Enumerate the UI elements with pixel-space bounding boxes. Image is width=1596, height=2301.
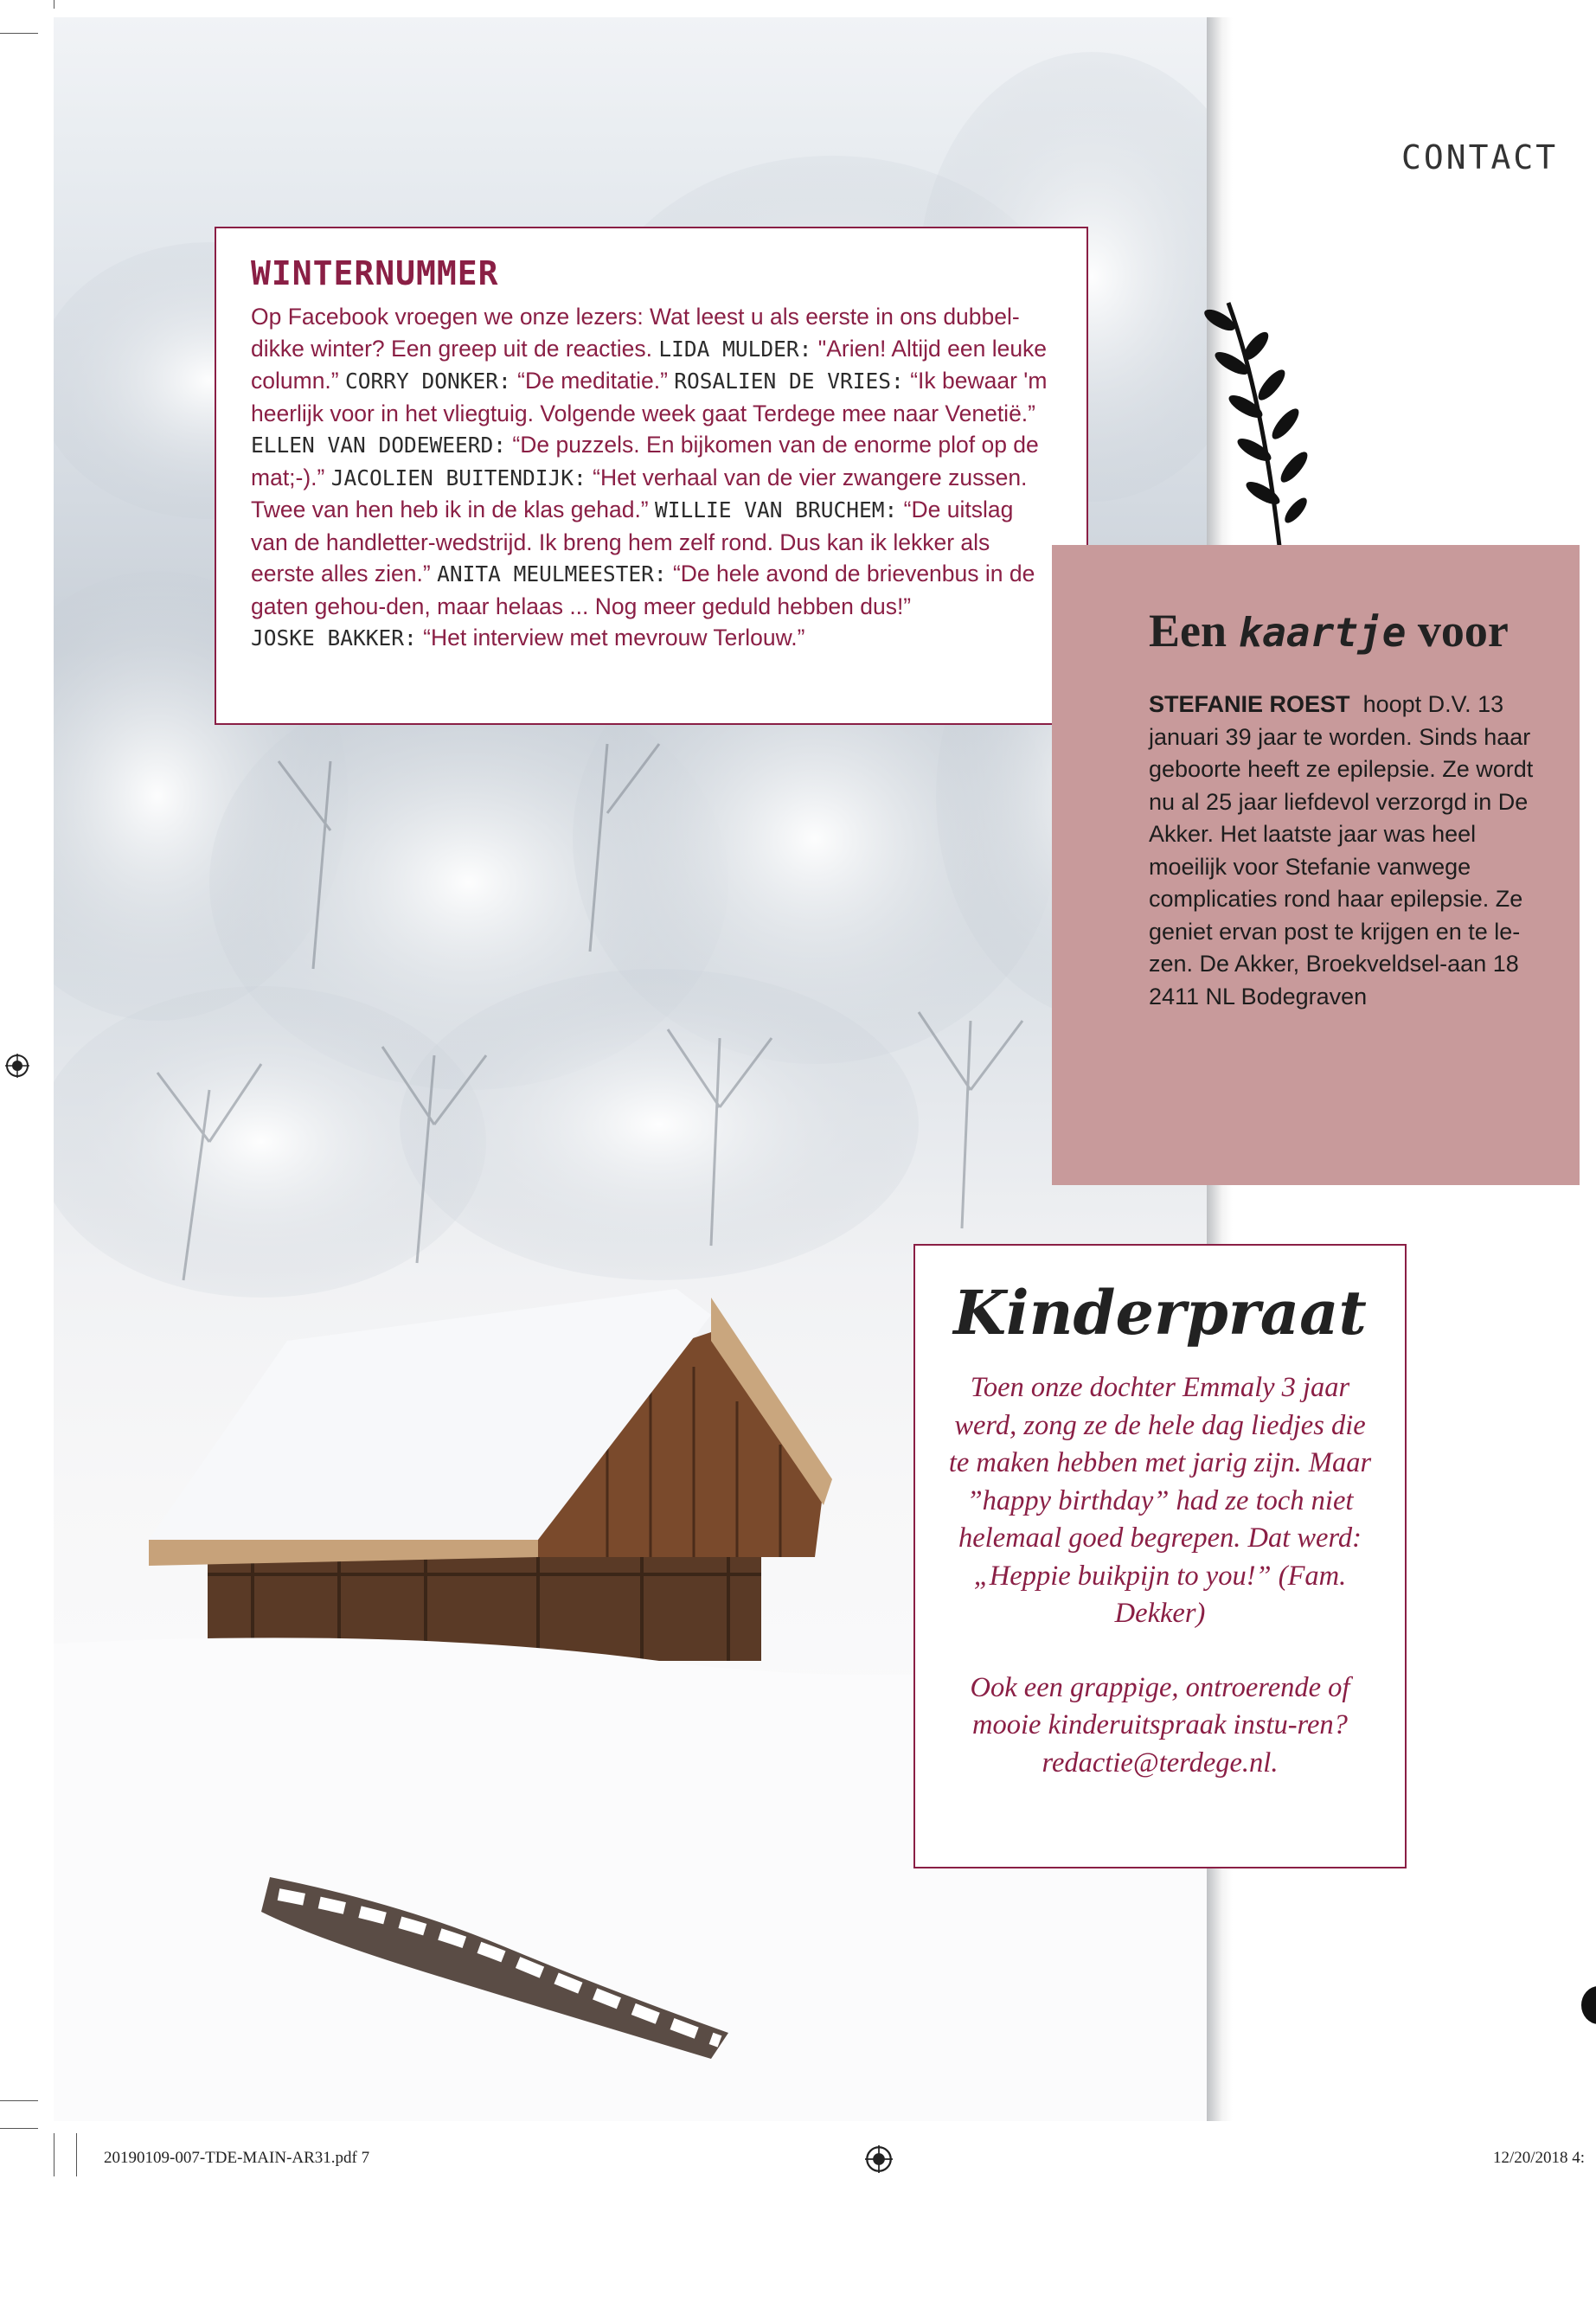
- kaartje-body: [1149, 689, 1545, 1013]
- kaartje-name: STEFANIE ROEST: [1149, 691, 1350, 717]
- reaction-name: ROSALIEN DE VRIES:: [674, 369, 904, 394]
- slug-filename: 20190109-007-TDE-MAIN-AR31.pdf 7: [104, 2149, 370, 2167]
- kinderpraat-cta: Ook een grappige, ontroerende of mooie kinderuitspraak instu-ren? redactie@terdege.nl.: [970, 1671, 1350, 1779]
- reaction-quote: “De uitslag van de handletter-wedstrijd. Ik breng hem zelf rond. Dus kan ik lekker als eerste alles zien.”: [251, 497, 1014, 586]
- reaction-quote: “Ik bewaar 'm heerlijk voor in het vliegtuig. Volgende week gaat Terdege mee naar Venetië.”: [251, 368, 1048, 426]
- crop-mark: [0, 2100, 38, 2101]
- reaction-name: JOSKE BAKKER:: [251, 625, 417, 651]
- reaction-quote: "Arien! Altijd een leuke column.”: [251, 335, 1048, 394]
- crop-mark: [0, 2128, 38, 2129]
- registration-mark-icon: [865, 2145, 893, 2173]
- reaction-quote: “Het interview met mevrouw Terlouw.”: [423, 625, 805, 651]
- winternummer-title: WINTERNUMMER: [251, 254, 499, 292]
- kaartje-title-pre: Een: [1149, 605, 1227, 657]
- reaction-name: JACOLIEN BUITENDIJK:: [330, 465, 586, 490]
- winternummer-body: [251, 301, 1055, 655]
- kinderpraat-title: Kinderpraat: [953, 1277, 1367, 1349]
- page-edge-dot: [1581, 1986, 1596, 2024]
- reaction-name: ANITA MEULMEESTER:: [437, 561, 667, 586]
- winternummer-box: [215, 227, 1088, 725]
- crop-mark: [0, 33, 38, 34]
- kaartje-title: [1149, 604, 1545, 657]
- reaction-quote: “De puzzels. En bijkomen van de enorme plof op de mat;-).”: [251, 432, 1039, 490]
- cabin-illustration: [149, 1289, 832, 1661]
- kaartje-title-post: voor: [1417, 605, 1509, 657]
- reaction-quote: “Het verhaal van de vier zwangere zussen. Twee van hen heb ik in de klas gehad.”: [251, 464, 1028, 522]
- slug-date: 12/20/2018 4:: [1493, 2149, 1586, 2167]
- registration-mark-icon: [5, 1054, 29, 1078]
- reaction-name: LIDA MULDER:: [658, 336, 812, 362]
- reaction-quote: “De meditatie.”: [517, 368, 668, 394]
- crop-mark: [76, 2133, 77, 2176]
- kaartje-title-script: kaartje: [1238, 609, 1407, 656]
- reaction-name: WILLIE VAN BRUCHEM:: [655, 497, 898, 522]
- reaction-name: CORRY DONKER:: [345, 369, 511, 394]
- kinderpraat-story: Toen onze dochter Emmaly 3 jaar werd, zong ze de hele dag liedjes die te maken hebben met jarig zijn. Maar ”happy birthday” had ze toch niet helemaal goed begrepen. Dat werd: „Heppie buikpijn to you!” (Fam. Dekker): [948, 1372, 1372, 1629]
- reaction-name: ELLEN VAN DODEWEERD:: [251, 433, 507, 458]
- kaartje-panel: [1052, 545, 1580, 1185]
- reaction-quote: “De hele avond de brievenbus in de gaten gehou-den, maar helaas ... Nog meer geduld hebben dus!”: [251, 561, 1035, 619]
- kinderpraat-box: [913, 1244, 1407, 1868]
- leaf-sprig-icon: [1202, 294, 1315, 554]
- section-label: CONTACT: [1401, 138, 1559, 176]
- winternummer-intro: Op Facebook vroegen we onze lezers: Wat leest u als eerste in ons dubbel-dikke winter? Een greep uit de reacties.: [251, 304, 1020, 362]
- kaartje-text: hoopt D.V. 13 januari 39 jaar te worden. Sinds haar geboorte heeft ze epilepsie. Ze wordt nu al 25 jaar liefdevol verzorgd in De Akker. Het laatste jaar was heel moeilijk voor Stefanie vanwege complicaties rond haar epilepsie. Ze geniet ervan post te krijgen en te le-zen. De Akker, Broekveldsel-aan 18 2411 NL Bodegraven: [1149, 691, 1534, 1009]
